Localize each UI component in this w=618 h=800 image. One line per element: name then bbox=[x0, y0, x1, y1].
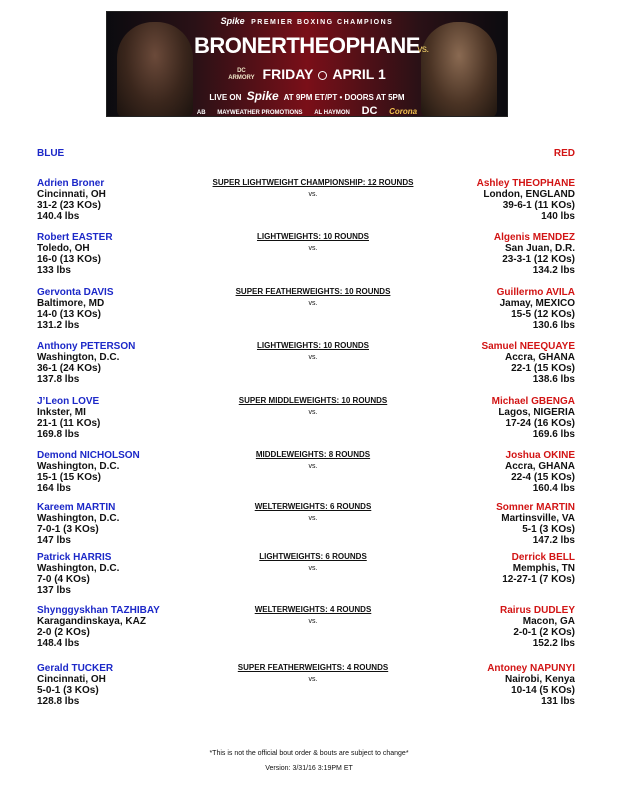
fighter-record: 10-14 (5 KOs) bbox=[511, 685, 575, 696]
fighter-hometown: London, ENGLAND bbox=[483, 189, 575, 200]
fighter-record: 31-2 (23 KOs) bbox=[37, 200, 101, 211]
red-fighter bbox=[385, 552, 575, 585]
red-fighter bbox=[385, 287, 575, 331]
tv-network-logo: Spike bbox=[246, 89, 279, 103]
bout-vs: vs. bbox=[308, 409, 318, 416]
bout-vs: vs. bbox=[308, 565, 318, 572]
bout-division: LIGHTWEIGHTS: 6 ROUNDS bbox=[259, 552, 367, 561]
fighter-hometown: Accra, GHANA bbox=[504, 461, 575, 472]
fighter-weight: 147 lbs bbox=[37, 535, 71, 546]
fighter-name: Shynggyskhan TAZHIBAY bbox=[37, 605, 160, 616]
headline-fighter-right: THEOPHANE bbox=[286, 33, 420, 58]
fighter-hometown: Cincinnati, OH bbox=[37, 674, 106, 685]
fighter-weight: 128.8 lbs bbox=[37, 696, 80, 707]
blue-corner-heading: BLUE bbox=[37, 148, 65, 159]
fighter-hometown: Nairobi, Kenya bbox=[504, 674, 575, 685]
fighter-hometown: Toledo, OH bbox=[37, 243, 90, 254]
fighter-weight: 140 lbs bbox=[541, 211, 575, 222]
red-fighter bbox=[385, 502, 575, 546]
fighter-weight: 138.6 lbs bbox=[532, 374, 575, 385]
bout-vs: vs. bbox=[308, 676, 318, 683]
fighter-weight: 148.4 lbs bbox=[37, 638, 80, 649]
fighter-name: Robert EASTER bbox=[37, 232, 113, 243]
fighter-hometown: Washington, D.C. bbox=[37, 563, 120, 574]
fighter-name: Guillermo AVILA bbox=[496, 287, 575, 298]
fighter-hometown: Baltimore, MD bbox=[37, 298, 105, 309]
doors-time: DOORS AT 5PM bbox=[344, 93, 405, 102]
headline-vs: vs. bbox=[417, 44, 429, 55]
fighter-record: 22-4 (15 KOs) bbox=[511, 472, 575, 483]
fighter-name: Samuel NEEQUAYE bbox=[481, 341, 575, 352]
event-day: FRIDAY bbox=[262, 66, 314, 82]
fighter-name: Algenis MENDEZ bbox=[493, 232, 575, 243]
bout-vs: vs. bbox=[308, 245, 318, 252]
banner-series bbox=[107, 16, 507, 26]
fighter-record: 2-0 (2 KOs) bbox=[37, 627, 90, 638]
fighter-name: Derrick BELL bbox=[511, 552, 575, 563]
fighter-hometown: Accra, GHANA bbox=[504, 352, 575, 363]
fighter-weight: 160.4 lbs bbox=[532, 483, 575, 494]
red-corner-heading: RED bbox=[553, 148, 575, 159]
fighter-weight: 137 lbs bbox=[37, 585, 71, 596]
fighter-weight: 169.6 lbs bbox=[532, 429, 575, 440]
fighter-name: Kareem MARTIN bbox=[37, 502, 116, 513]
fighter-record: 15-1 (15 KOs) bbox=[37, 472, 101, 483]
fighter-record: 7-0 (4 KOs) bbox=[37, 574, 90, 585]
fighter-weight: 131 lbs bbox=[541, 696, 575, 707]
bout-vs: vs. bbox=[308, 515, 318, 522]
bout-division: LIGHTWEIGHTS: 10 ROUNDS bbox=[256, 232, 369, 241]
fighter-weight: 147.2 lbs bbox=[532, 535, 575, 546]
fighter-record: 16-0 (13 KOs) bbox=[37, 254, 101, 265]
fighter-hometown: Washington, D.C. bbox=[37, 461, 120, 472]
fighter-name: Patrick HARRIS bbox=[37, 552, 112, 563]
fighter-hometown: Inkster, MI bbox=[37, 407, 86, 418]
sponsor-logos bbox=[107, 105, 507, 117]
bout-vs: vs. bbox=[308, 354, 318, 361]
red-fighter bbox=[385, 663, 575, 707]
fighter-record: 21-1 (11 KOs) bbox=[37, 418, 101, 429]
bout-division: SUPER FEATHERWEIGHTS: 10 ROUNDS bbox=[235, 287, 391, 296]
fighter-record: 5-0-1 (3 KOs) bbox=[37, 685, 99, 696]
fighter-name: Somner MARTIN bbox=[496, 502, 575, 513]
red-fighter bbox=[385, 341, 575, 385]
live-on-label: LIVE ON bbox=[209, 93, 242, 102]
fighter-weight: 140.4 lbs bbox=[37, 211, 80, 222]
sponsor-logo: AL HAYMON bbox=[314, 110, 350, 116]
fighter-record: 17-24 (16 KOs) bbox=[505, 418, 575, 429]
fighter-weight: 137.8 lbs bbox=[37, 374, 80, 385]
fighter-hometown: Washington, D.C. bbox=[37, 513, 120, 524]
banner-broadcast-line bbox=[107, 89, 507, 103]
bout-division: LIGHTWEIGHTS: 10 ROUNDS bbox=[256, 341, 369, 350]
sponsor-logo: Corona bbox=[389, 107, 418, 116]
fighter-hometown: Martinsville, VA bbox=[501, 513, 575, 524]
fighter-hometown: Jamay, MEXICO bbox=[499, 298, 575, 309]
bout-division: SUPER MIDDLEWEIGHTS: 10 ROUNDS bbox=[238, 396, 388, 405]
fighter-name: Joshua OKINE bbox=[505, 450, 575, 461]
red-fighter bbox=[385, 450, 575, 494]
fighter-record: 12-27-1 (7 KOs) bbox=[502, 574, 575, 585]
fighter-name: Gervonta DAVIS bbox=[37, 287, 114, 298]
fighter-name: Demond NICHOLSON bbox=[37, 450, 140, 461]
network-logo: Spike bbox=[220, 16, 245, 26]
fighter-hometown: Macon, GA bbox=[522, 616, 575, 627]
headline-fighter-left: BRONER bbox=[194, 33, 287, 58]
fighter-record: 22-1 (15 KOs) bbox=[511, 363, 575, 374]
disclaimer-note: *This is not the official bout order & bouts are subject to change* bbox=[209, 750, 409, 757]
fighter-name: Antoney NAPUNYI bbox=[487, 663, 575, 674]
venue-logo bbox=[228, 68, 254, 82]
fighter-weight: 130.6 lbs bbox=[532, 320, 575, 331]
fighter-name: Ashley THEOPHANE bbox=[476, 178, 575, 189]
fighter-hometown: Washington, D.C. bbox=[37, 352, 120, 363]
fighter-record: 14-0 (13 KOs) bbox=[37, 309, 101, 320]
bout-vs: vs. bbox=[308, 300, 318, 307]
bullet-icon: • bbox=[339, 93, 343, 102]
venue-line-2: ARMORY bbox=[228, 75, 255, 82]
fighter-weight: 169.8 lbs bbox=[37, 429, 80, 440]
fighter-name: Anthony PETERSON bbox=[37, 341, 136, 352]
bout-vs: vs. bbox=[308, 618, 318, 625]
version-stamp: Version: 3/31/16 3:19PM ET bbox=[265, 765, 353, 772]
red-fighter bbox=[385, 605, 575, 649]
fighter-hometown: Memphis, TN bbox=[512, 563, 575, 574]
fighter-name: Rairus DUDLEY bbox=[499, 605, 575, 616]
bout-division: WELTERWEIGHTS: 4 ROUNDS bbox=[254, 605, 372, 614]
fighter-name: Michael GBENGA bbox=[491, 396, 575, 407]
separator-icon bbox=[318, 71, 327, 80]
red-fighter bbox=[385, 178, 575, 222]
fighter-hometown: Lagos, NIGERIA bbox=[498, 407, 575, 418]
banner-headline bbox=[107, 33, 507, 59]
sponsor-logo: MAYWEATHER PROMOTIONS bbox=[217, 110, 303, 116]
event-date: APRIL 1 bbox=[332, 66, 386, 82]
bout-division: SUPER LIGHTWEIGHT CHAMPIONSHIP: 12 ROUNDS bbox=[212, 178, 414, 187]
fighter-record: 39-6-1 (11 KOs) bbox=[502, 200, 575, 211]
fighter-record: 2-0-1 (2 KOs) bbox=[513, 627, 575, 638]
fighter-weight: 152.2 lbs bbox=[532, 638, 575, 649]
bout-division: WELTERWEIGHTS: 6 ROUNDS bbox=[254, 502, 372, 511]
sponsor-logo: AB bbox=[196, 110, 206, 116]
fighter-weight: 164 lbs bbox=[37, 483, 71, 494]
venue-line-1: DC bbox=[237, 68, 246, 75]
bout-vs: vs. bbox=[308, 191, 318, 198]
fighter-record: 15-5 (12 KOs) bbox=[511, 309, 575, 320]
bout-vs: vs. bbox=[308, 463, 318, 470]
fighter-name: Adrien Broner bbox=[37, 178, 105, 189]
banner-date-line bbox=[107, 66, 507, 82]
fighter-weight: 131.2 lbs bbox=[37, 320, 80, 331]
fighter-name: J’Leon LOVE bbox=[37, 396, 100, 407]
series-name: PREMIER BOXING CHAMPIONS bbox=[251, 19, 394, 26]
red-fighter bbox=[385, 396, 575, 440]
fighter-record: 23-3-1 (12 KOs) bbox=[502, 254, 575, 265]
fighter-record: 5-1 (3 KOs) bbox=[522, 524, 575, 535]
bout-division: SUPER FEATHERWEIGHTS: 4 ROUNDS bbox=[237, 663, 389, 672]
fighter-record: 7-0-1 (3 KOs) bbox=[37, 524, 99, 535]
red-fighter bbox=[385, 232, 575, 276]
fighter-weight: 134.2 lbs bbox=[532, 265, 575, 276]
event-banner bbox=[106, 11, 508, 117]
fighter-weight: 133 lbs bbox=[37, 265, 71, 276]
fighter-record: 36-1 (24 KOs) bbox=[37, 363, 101, 374]
fighter-hometown: Cincinnati, OH bbox=[37, 189, 106, 200]
fighter-name: Gerald TUCKER bbox=[37, 663, 114, 674]
fighter-hometown: San Juan, D.R. bbox=[504, 243, 575, 254]
fighter-hometown: Karagandinskaya, KAZ bbox=[37, 616, 146, 627]
sponsor-logo: DC bbox=[361, 105, 378, 117]
bout-division: MIDDLEWEIGHTS: 8 ROUNDS bbox=[255, 450, 371, 459]
tv-time: AT 9PM ET/PT bbox=[283, 93, 338, 102]
